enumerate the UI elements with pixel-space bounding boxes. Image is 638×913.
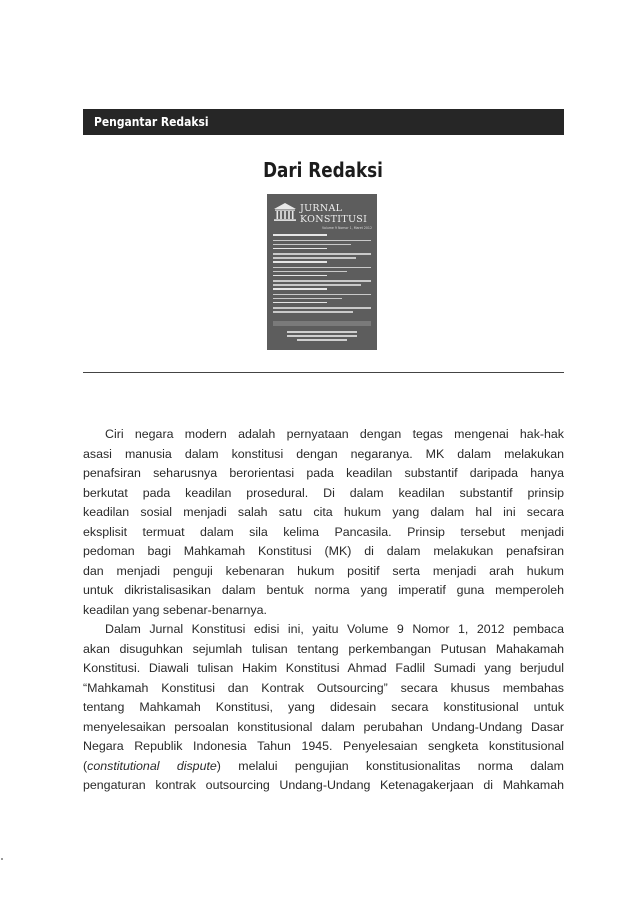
text-line: untuk dikristalisasikan dalam bentuk norma yang imperatif guna memperoleh <box>83 583 564 597</box>
text-line: penafsiran seharusnya berorientasi pada keadilan substantif daripada hanya <box>83 466 564 480</box>
section-header-bar <box>83 109 564 135</box>
cover-contents-list <box>273 234 371 315</box>
italic-term: constitutional dispute <box>87 758 217 773</box>
court-building-logo-icon <box>273 202 297 222</box>
text-line: keadilan sosial menjadi salah satu cita hukum yang dalam hal ini secara <box>83 505 564 519</box>
text-line <box>83 757 564 777</box>
text-fragment: ( <box>83 758 88 773</box>
text-line: keadilan yang sebenar-benarnya. <box>83 602 267 617</box>
text-line: Dalam Jurnal Konstitusi edisi ini, yaitu Volume 9 Nomor 1, 2012 pembaca <box>105 622 564 636</box>
cover-footer-line <box>297 339 347 341</box>
section-label: Pengantar Redaksi <box>94 114 209 129</box>
text-line: “Mahkamah Konstitusi dan Kontrak Outsourcing” secara khusus membahas <box>83 680 564 695</box>
text-line: eksplisit termuat dalam sila kelima Pancasila. Prinsip tersebut menjadi <box>83 524 564 539</box>
cover-footer-line <box>287 331 357 333</box>
text-line: dan menjadi penguji kebenaran hukum positif serta menjadi arah hukum <box>83 563 564 578</box>
text-line: menyelesaikan persoalan konstitusional dalam perubahan Undang-Undang Dasar <box>83 719 564 734</box>
text-line: Konstitusi. Diawali tulisan Hakim Konstitusi Ahmad Fadlil Sumadi yang berjudul <box>83 661 564 675</box>
horizontal-rule <box>83 372 564 373</box>
cover-footer-line <box>287 335 357 337</box>
text-line: Ciri negara modern adalah pernyataan dengan tegas mengenai hak-hak <box>105 427 564 441</box>
text-line: pengaturan kontrak outsourcing Undang-Undang Ketenagakerjaan di Mahkamah <box>83 778 564 792</box>
body-text <box>83 425 564 796</box>
text-line: tentang Mahkamah Konstitusi, yang didesain secara konstitusional untuk <box>83 700 564 714</box>
cover-band <box>273 321 371 326</box>
text-fragment: ) melalui pengujian konstitusionalitas norma dalam <box>216 758 564 773</box>
text-line: asasi manusia dalam konstitusi dengan negaranya. MK dalam melakukan <box>83 446 564 461</box>
text-line: berkutat pada keadilan prosedural. Di dalam keadilan substantif prinsip <box>83 485 564 500</box>
text-line: akan disuguhkan sejumlah tulisan tentang perkembangan Putusan Mahakamah <box>83 641 564 656</box>
cover-journal-title-line1: JURNAL <box>300 203 343 214</box>
text-line: Negara Republik Indonesia Tahun 1945. Penyelesaian sengketa konstitusional <box>83 739 564 753</box>
cover-journal-title-line2: KONSTITUSI <box>300 214 368 225</box>
edge-mark <box>1 858 3 860</box>
journal-cover-image <box>267 194 377 350</box>
page-title: Dari Redaksi <box>263 158 383 182</box>
text-line: pedoman bagi Mahkamah Konstitusi (MK) di dalam melakukan penafsiran <box>83 544 564 558</box>
cover-volume-text: Volume 9 Nomor 1, Maret 2012 <box>322 226 372 230</box>
